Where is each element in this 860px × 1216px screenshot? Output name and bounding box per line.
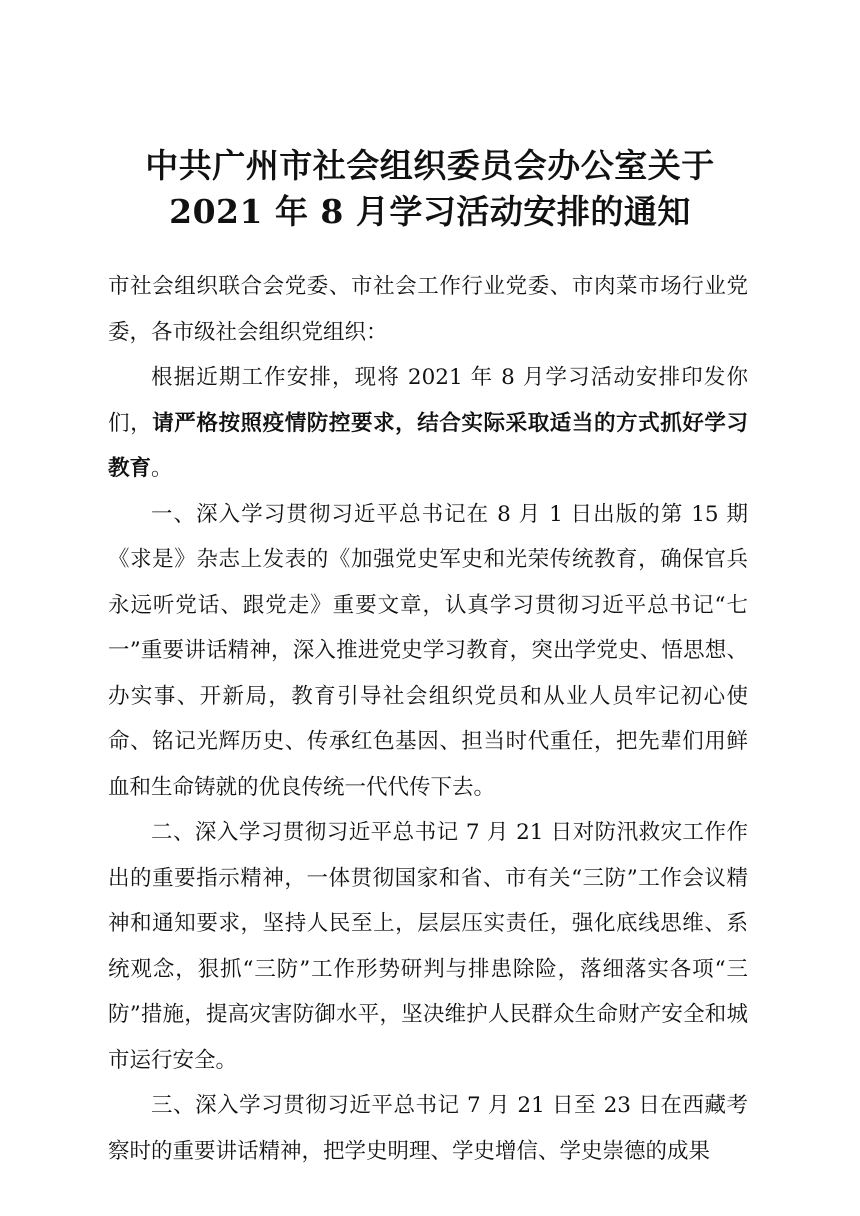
intro-emphasis: 请严格按照疫情防控要求，结合实际采取适当的方式抓好学习教育 [108,410,748,481]
item-paragraph-3: 三、深入学习贯彻习近平总书记 7 月 21 日至 23 日在西藏考察时的重要讲话精神，把学史明理、学史增信、学史崇德的成果 [108,1093,748,1164]
intro-paragraph [108,355,748,492]
recipients-paragraph: 市社会组织联合会党委、市社会工作行业党委、市肉菜市场行业党委，各市级社会组织党组织： [108,274,748,345]
document-title-line-1: 中共广州市社会组织委员会办公室关于 [145,146,715,185]
intro-ending: 。 [151,456,173,481]
document-title-line-2: 2021 年 8 月学习活动安排的通知 [169,192,691,231]
intro-text: 根据近期工作安排，现将 2021 年 8 月学习活动安排印发你们， [108,365,748,436]
item-paragraph-1: 一、深入学习贯彻习近平总书记在 8 月 1 日出版的第 15 期《求是》杂志上发表的《加强党史军史和光荣传统教育，确保官兵永远听党话、跟党走》重要文章，认真学习贯彻习近平总书记“七一”重要讲话精神，深入推进党史学习教育，突出学党史、悟思想、办实事、开新局，教育引导社会组织党员和从业人员牢记初心使命、铭记光辉历史、传承红色基因、担当时代重任，把先辈们用鲜血和生命铸就的优良传统一代代传下去。 [108,501,748,800]
item-paragraph-2: 二、深入学习贯彻习近平总书记 7 月 21 日对防汛救灾工作作出的重要指示精神，一体贯彻国家和省、市有关“三防”工作会议精神和通知要求，坚持人民至上，层层压实责任，强化底线思维、系统观念，狠抓“三防”工作形势研判与排患除险，落细落实各项“三防”措施，提高灾害防御水平，坚决维护人民群众生命财产安全和城市运行安全。 [108,820,748,1073]
document-body [108,264,748,1174]
